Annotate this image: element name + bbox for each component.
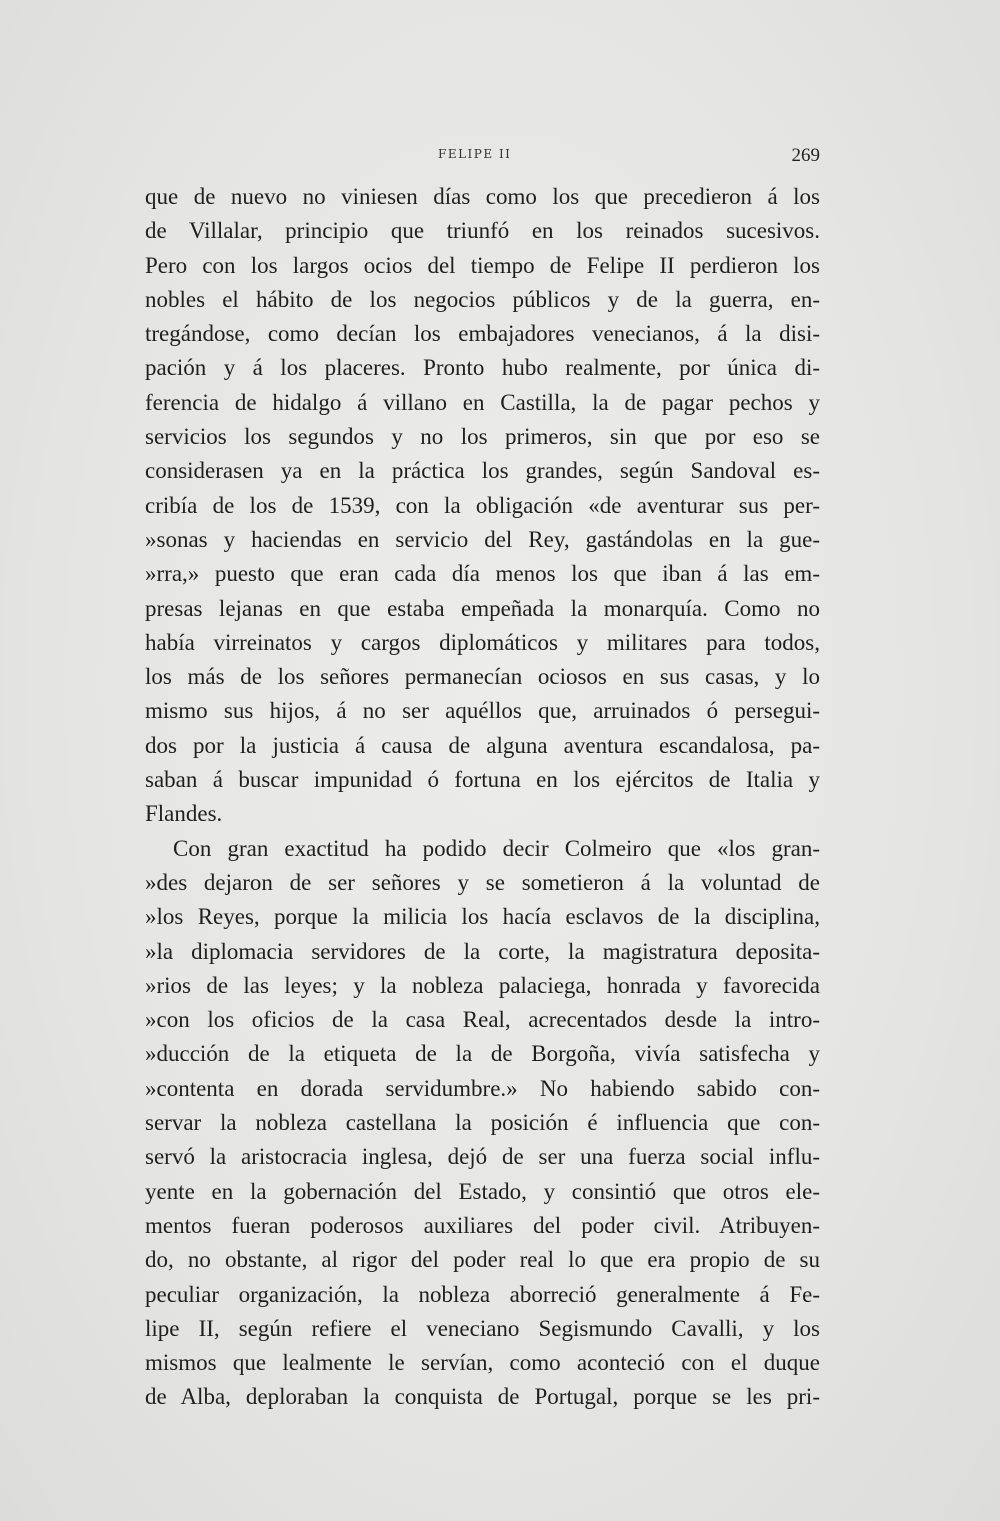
text-line: los más de los señores permanecían ociosos en sus casas, y lo: [145, 664, 820, 690]
text-line: mismos que lealmente le servían, como aconteció con el duque: [145, 1350, 820, 1376]
text-line: que de nuevo no viniesen días como los que precedieron á los: [145, 184, 820, 209]
text-line: saban á buscar impunidad ó fortuna en los ejércitos de Italia y: [145, 767, 820, 793]
text-line: presas lejanas en que estaba empeñada la monarquía. Como no: [145, 595, 820, 621]
text-line: Flandes.: [145, 801, 223, 827]
text-line: Pero con los largos ocios del tiempo de Felipe II perdieron los: [145, 252, 820, 278]
text-line: pación y á los placeres. Pronto hubo realmente, por única di-: [145, 355, 820, 381]
text-line: »ducción de la etiqueta de la de Borgoña, vivía satisfecha y: [145, 1041, 820, 1067]
text-line: cribía de los de 1539, con la obligación «de aventurar sus per-: [145, 492, 820, 518]
text-line: servicios los segundos y no los primeros, sin que por eso se: [145, 424, 820, 450]
text-line: nobles el hábito de los negocios públicos y de la guerra, en-: [145, 286, 820, 312]
text-line: mismo sus hijos, á no ser aquéllos que, arruinados ó persegui-: [145, 698, 820, 724]
text-line: ferencia de hidalgo á villano en Castilla, la de pagar pechos y: [145, 389, 820, 415]
text-line: »con los oficios de la casa Real, acrecentados desde la intro-: [145, 1007, 820, 1033]
text-line: de Villalar, principio que triunfó en los reinados sucesivos.: [145, 218, 820, 244]
text-line: »des dejaron de ser señores y se sometieron á la voluntad de: [145, 869, 820, 895]
page-header: [145, 145, 820, 169]
text-line: »los Reyes, porque la milicia los hacía esclavos de la disciplina,: [145, 904, 820, 930]
text-line: dos por la justicia á causa de alguna aventura escandalosa, pa-: [145, 732, 820, 758]
running-head: FELIPE II: [438, 147, 512, 161]
text-line: yente en la gobernación del Estado, y consintió que otros ele-: [145, 1178, 820, 1204]
text-line: peculiar organización, la nobleza aborreció generalmente á Fe-: [145, 1281, 820, 1307]
paragraph: [145, 832, 820, 1415]
text-line: »rra,» puesto que eran cada día menos los que iban á las em-: [145, 561, 820, 587]
text-line: tregándose, como decían los embajadores venecianos, á la disi-: [145, 321, 820, 347]
text-line: de Alba, deploraban la conquista de Portugal, porque se les pri-: [145, 1384, 820, 1410]
text-line: servó la aristocracia inglesa, dejó de ser una fuerza social influ-: [145, 1144, 820, 1170]
text-line: había virreinatos y cargos diplomáticos y militares para todos,: [145, 629, 820, 655]
page-number: 269: [791, 145, 820, 166]
text-line: mentos fueran poderosos auxiliares del poder civil. Atribuyen-: [145, 1212, 820, 1238]
text-line: »la diplomacia servidores de la corte, la magistratura deposita-: [145, 938, 820, 964]
text-line: »contenta en dorada servidumbre.» No habiendo sabido con-: [145, 1075, 820, 1101]
text-line: »sonas y haciendas en servicio del Rey, gastándolas en la gue-: [145, 526, 820, 552]
text-line: do, no obstante, al rigor del poder real lo que era propio de su: [145, 1247, 820, 1273]
text-line: lipe II, según refiere el veneciano Segismundo Cavalli, y los: [145, 1315, 820, 1341]
text-line: »rios de las leyes; y la nobleza palaciega, honrada y favorecida: [145, 972, 820, 998]
text-line: considerasen ya en la práctica los grandes, según Sandoval es-: [145, 458, 820, 484]
text-line: Con gran exactitud ha podido decir Colmeiro que «los gran-: [173, 835, 820, 861]
paragraph: [145, 180, 820, 832]
text-line: servar la nobleza castellana la posición é influencia que con-: [145, 1110, 820, 1136]
body-text: [145, 180, 820, 1415]
